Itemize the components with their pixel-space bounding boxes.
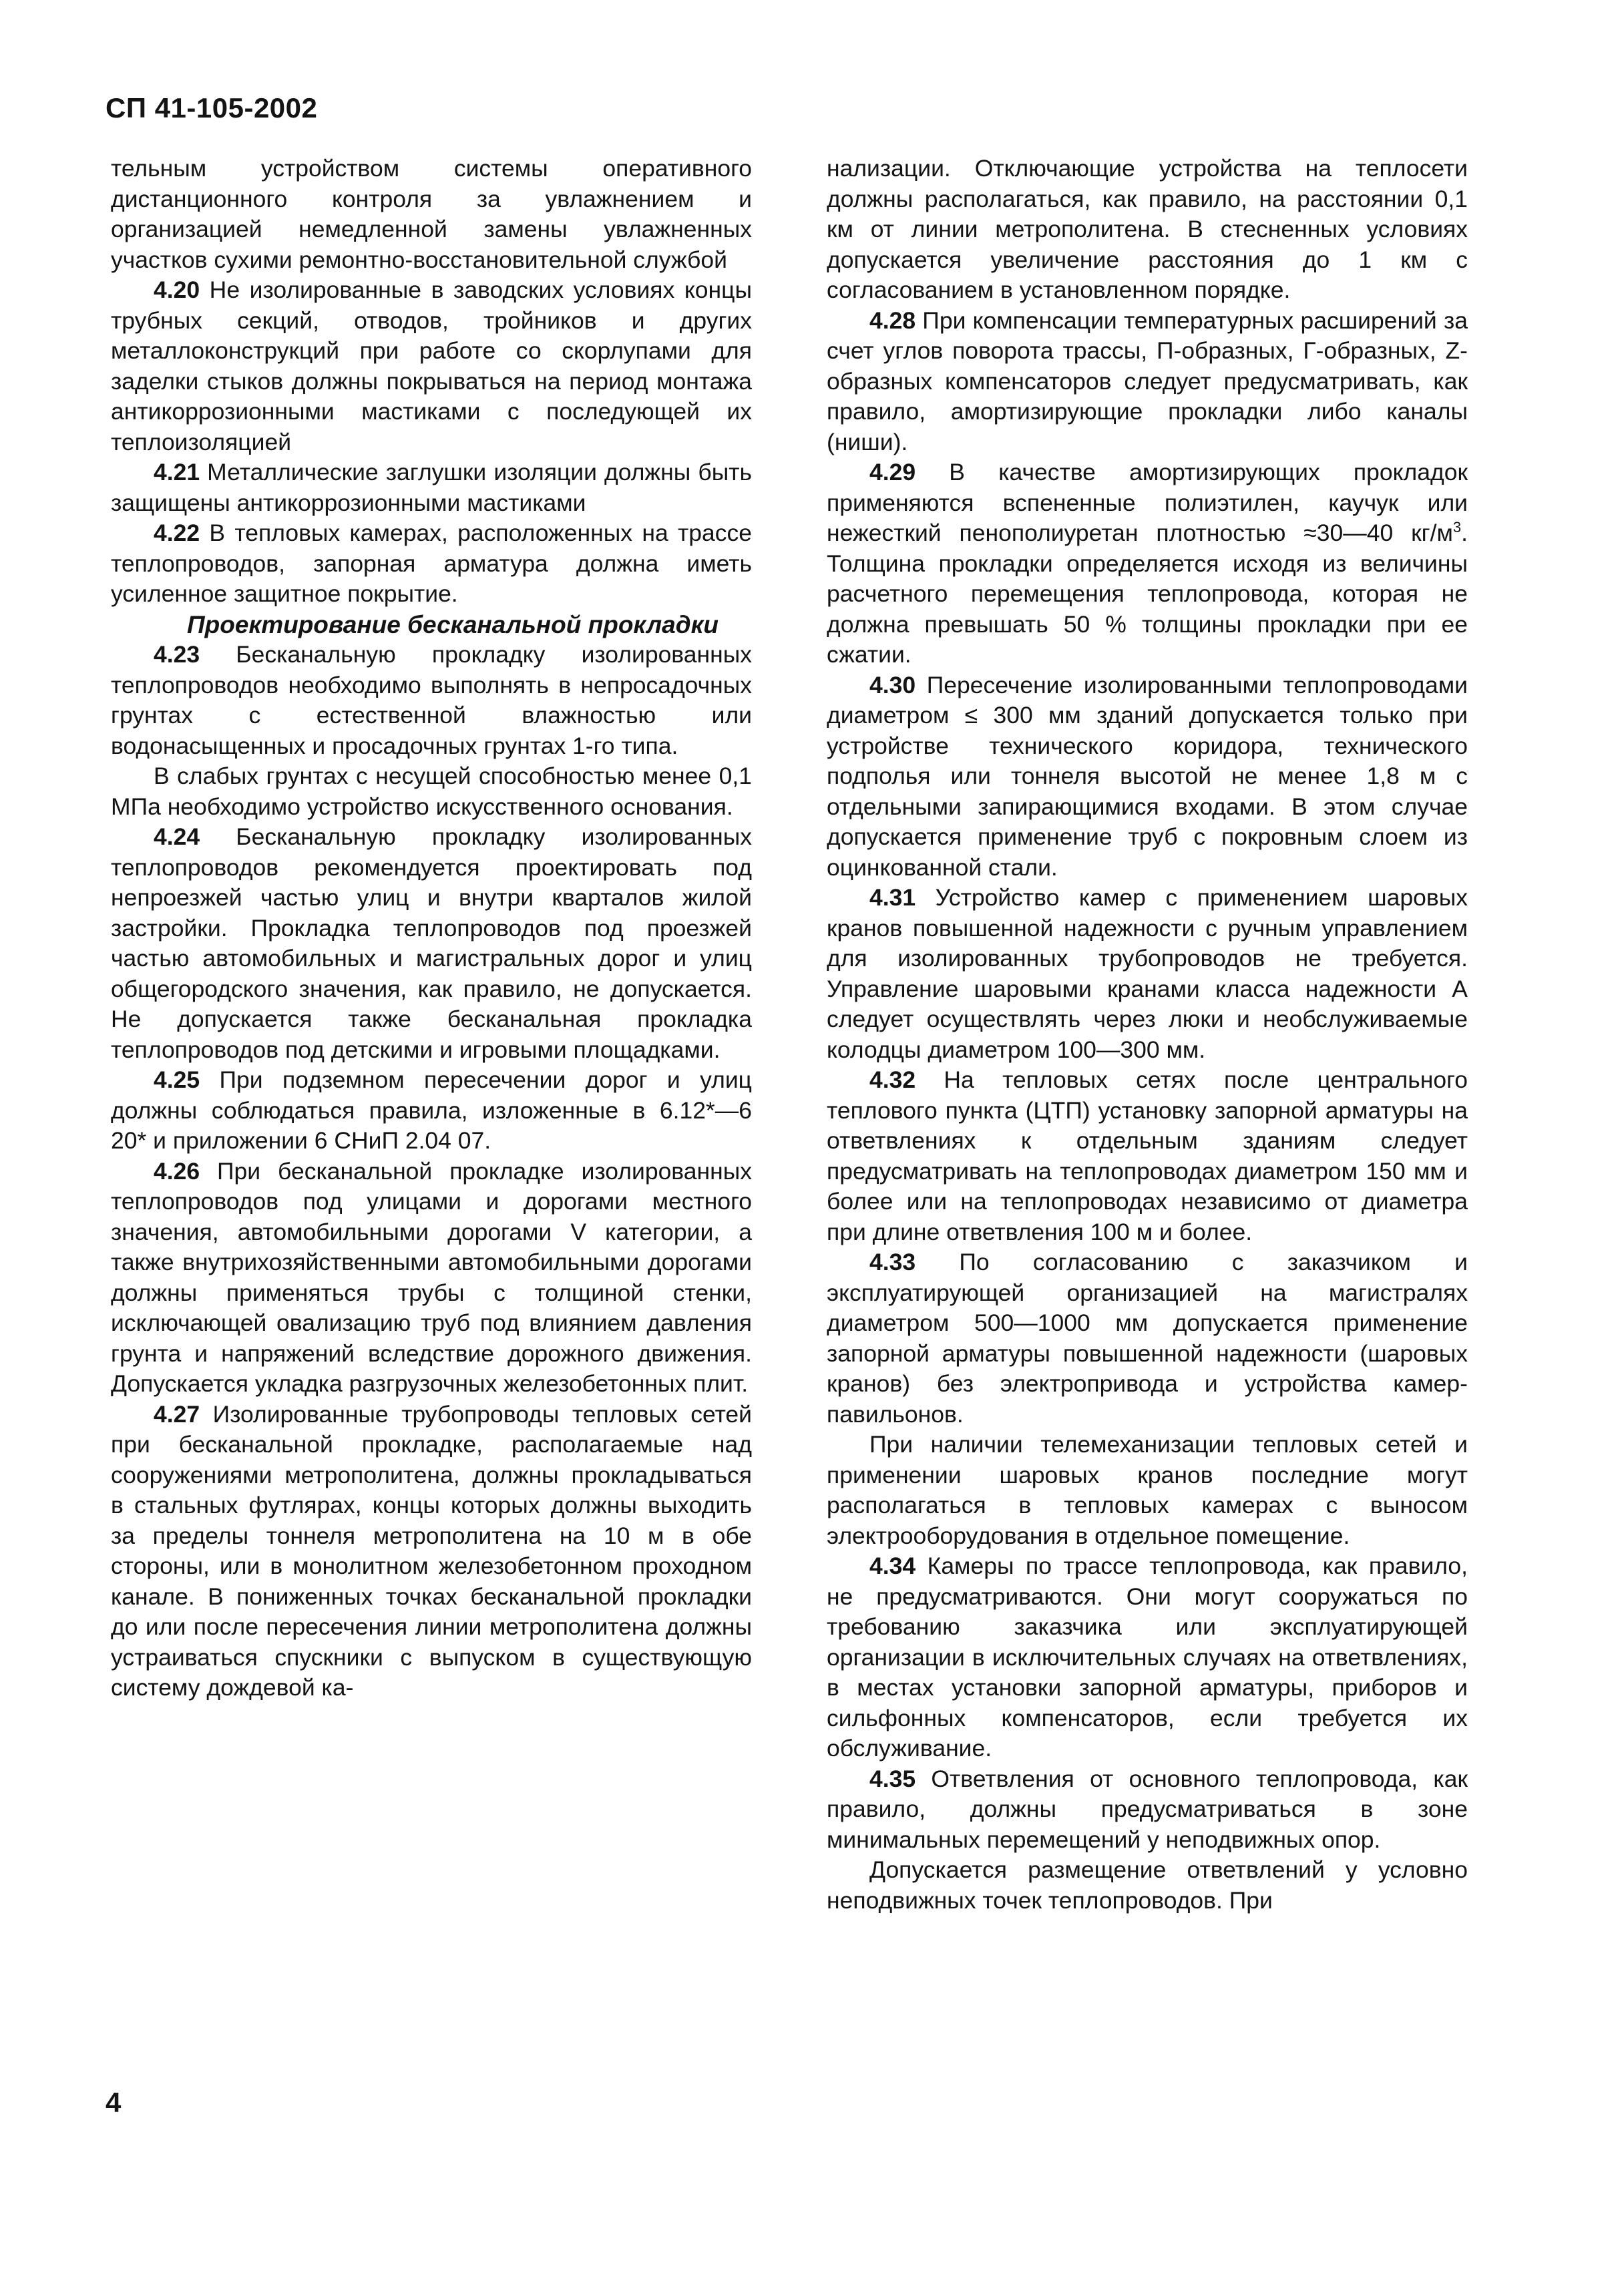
clause-text: Пересечение изолированными теплопроводами диаметром ≤ 300 мм зданий допускается только при устройстве технического коридора, технического подполья или тоннеля высотой не менее 1,8 м с отдельными запирающимися входами. В этом случае допускается применение труб с покровным слоем из оцинкованной стали. — [827, 671, 1468, 881]
paragraph-continuation: нализации. Отключающие устройства на теплосети должны располагаться, как правило, на расстоянии 0,1 км от линии метрополитена. В стесненных условиях допускается увеличение расстояния до 1 км с согласованием в установленном порядке. — [827, 155, 1468, 303]
paragraph-4-24 — [111, 822, 752, 1065]
clause-number: 4.29 — [869, 459, 916, 485]
clause-number: 4.22 — [154, 520, 200, 546]
page-number: 4 — [106, 2087, 122, 2118]
paragraph-4-26 — [111, 1157, 752, 1400]
clause-text: Устройство камер с применением шаровых кранов повышенной надежности с ручным управлением для изолированных трубопроводов не требуется. Управление шаровыми кранами класса надежности А следует осуществлять через люки и необслуживаемые колодцы диаметром 100—300 мм. — [827, 884, 1468, 1063]
clause-text: Металлические заглушки изоляции должны быть защищены антикоррозионными мастиками — [111, 459, 752, 516]
clause-text: На тепловых сетях после центрального теплового пункта (ЦТП) установку запорной арматуры на ответвлениях к отдельным зданиям следует предусматривать на теплопроводах диаметром 150 мм и более или на теплопроводах независимо от диаметра при длине ответвления 100 м и более. — [827, 1066, 1468, 1245]
clause-text: Не изолированные в заводских условиях концы трубных секций, отводов, тройников и других металлоконструкций при работе со скорлупами для заделки стыков должны покрываться на период монтажа антикоррозионными мастиками с последующей их теплоизоляцией — [111, 276, 752, 455]
right-column — [827, 154, 1468, 1916]
clause-text: Бесканальную прокладку изолированных теплопроводов рекомендуется проектировать под непроезжей частью улиц и внутри кварталов жилой застройки. Прокладка теплопроводов под проезжей частью автомобильных и магистральных дорог и улиц общегородского значения, как правило, не допускается. Не допускается также бесканальная прокладка теплопроводов под детскими и игровыми площадками. — [111, 823, 752, 1063]
clause-number: 4.31 — [869, 884, 916, 911]
clause-number: 4.21 — [154, 459, 200, 485]
clause-number: 4.35 — [869, 1765, 916, 1792]
clause-number: 4.20 — [154, 276, 200, 303]
paragraph-4-31 — [827, 883, 1468, 1065]
clause-number: 4.27 — [154, 1400, 200, 1428]
paragraph-4-29 — [827, 457, 1468, 670]
clause-number: 4.25 — [154, 1066, 200, 1093]
paragraph-4-32 — [827, 1065, 1468, 1247]
paragraph-4-23-weak-soils: В слабых грунтах с несущей способностью менее 0,1 МПа необходимо устройство искусственного основания. — [111, 763, 752, 820]
clause-number: 4.30 — [869, 671, 916, 698]
clause-number: 4.23 — [154, 641, 200, 668]
clause-number: 4.26 — [154, 1157, 200, 1185]
clause-number: 4.34 — [869, 1552, 916, 1579]
clause-text: В качестве амортизирующих прокладок применяются вспененные полиэтилен, каучук или нежесткий пенополиуретан плотностью ≈30—40 кг/м — [827, 459, 1468, 546]
superscript-cubed: 3 — [1452, 519, 1462, 536]
paragraph-4-35 — [827, 1764, 1468, 1856]
clause-text-continued: . Толщина прокладки определяется исходя из величины расчетного перемещения теплопровода, которая не должна превышать 50 % толщины прокладки при ее сжатии. — [827, 520, 1468, 668]
paragraph-4-23 — [111, 640, 752, 761]
left-column — [111, 154, 752, 1703]
paragraph-4-21 — [111, 457, 752, 518]
paragraph-4-25 — [111, 1065, 752, 1157]
clause-text: Изолированные трубопроводы тепловых сетей при бесканальной прокладке, располагаемые над сооружениями метрополитена, должны прокладываться в стальных футлярах, концы которых должны выходить за пределы тоннеля метрополитена на 10 м в обе стороны, или в монолитном железобетонном проходном канале. В пониженных точках бесканальной прокладки до или после пересечения линии метрополитена должны устраиваться спускники с выпуском в существующую систему дождевой ка- — [111, 1400, 752, 1701]
paragraph-4-22 — [111, 518, 752, 610]
clause-text: По согласованию с заказчиком и эксплуатирующей организацией на магистралях диаметром 500—1000 мм допускается применение запорной арматуры повышенной надежности (шаровых кранов) без электропривода и устройства камер-павильонов. — [827, 1249, 1468, 1428]
clause-number: 4.33 — [869, 1249, 916, 1275]
paragraph-4-27 — [111, 1400, 752, 1703]
clause-text: Камеры по трассе теплопровода, как правило, не предусматриваются. Они могут сооружаться по требованию заказчика или эксплуатирующей организации в исключительных случаях на ответвлениях, в местах установки запорной арматуры, приборов и сильфонных компенсаторов, если требуется их обслуживание. — [827, 1552, 1468, 1761]
paragraph-4-35-branches: Допускается размещение ответвлений у условно неподвижных точек теплопроводов. При — [827, 1856, 1468, 1914]
clause-text: Бесканальную прокладку изолированных теплопроводов необходимо выполнять в непросадочных грунтах с естественной влажностью или водонасыщенных и просадочных грунтах 1-го типа. — [111, 641, 752, 759]
paragraph-4-20 — [111, 275, 752, 457]
paragraph-4-33 — [827, 1247, 1468, 1430]
paragraph-4-30 — [827, 670, 1468, 883]
document-code: СП 41-105-2002 — [106, 92, 318, 124]
section-heading: Проектирование бесканальной прокладки — [187, 610, 719, 638]
clause-number: 4.32 — [869, 1066, 916, 1093]
clause-text: При бесканальной прокладке изолированных теплопроводов под улицами и дорогами местного значения, автомобильными дорогами V категории, а также внутрихозяйственными автомобильными дорогами должны применяться трубы с толщиной стенки, исключающей овализацию труб под влиянием давления грунта и напряжений вследствие дорожного движения. Допускается укладка разгрузочных железобетонных плит. — [111, 1157, 752, 1397]
clause-number: 4.24 — [154, 823, 200, 850]
paragraph-continuation: тельным устройством системы оперативного дистанционного контроля за увлажнением и организацией немедленной замены увлажненных участков сухими ремонтно-восстановительной службой — [111, 155, 752, 273]
clause-text: При подземном пересечении дорог и улиц должны соблюдаться правила, изложенные в 6.12*—6 20* и приложении 6 СНиП 2.04 07. — [111, 1066, 752, 1154]
clause-text: В тепловых камерах, расположенных на трассе теплопроводов, запорная арматура должна иметь усиленное защитное покрытие. — [111, 520, 752, 607]
clause-number: 4.28 — [869, 306, 916, 334]
paragraph-4-28 — [827, 306, 1468, 458]
clause-text: При компенсации температурных расширений за счет углов поворота трассы, П-образных, Г-образных, Z-образных компенсаторов следует предусматривать, как правило, амортизирующие прокладки либо каналы (ниши). — [827, 306, 1468, 455]
paragraph-4-34 — [827, 1551, 1468, 1764]
paragraph-4-33-telemechanics: При наличии телемеханизации тепловых сетей и применении шаровых кранов последние могут располагаться в тепловых камерах с выносом электрооборудования в отдельное помещение. — [827, 1431, 1468, 1549]
clause-text: Ответвления от основного теплопровода, как правило, должны предусматриваться в зоне минимальных перемещений у неподвижных опор. — [827, 1765, 1468, 1853]
